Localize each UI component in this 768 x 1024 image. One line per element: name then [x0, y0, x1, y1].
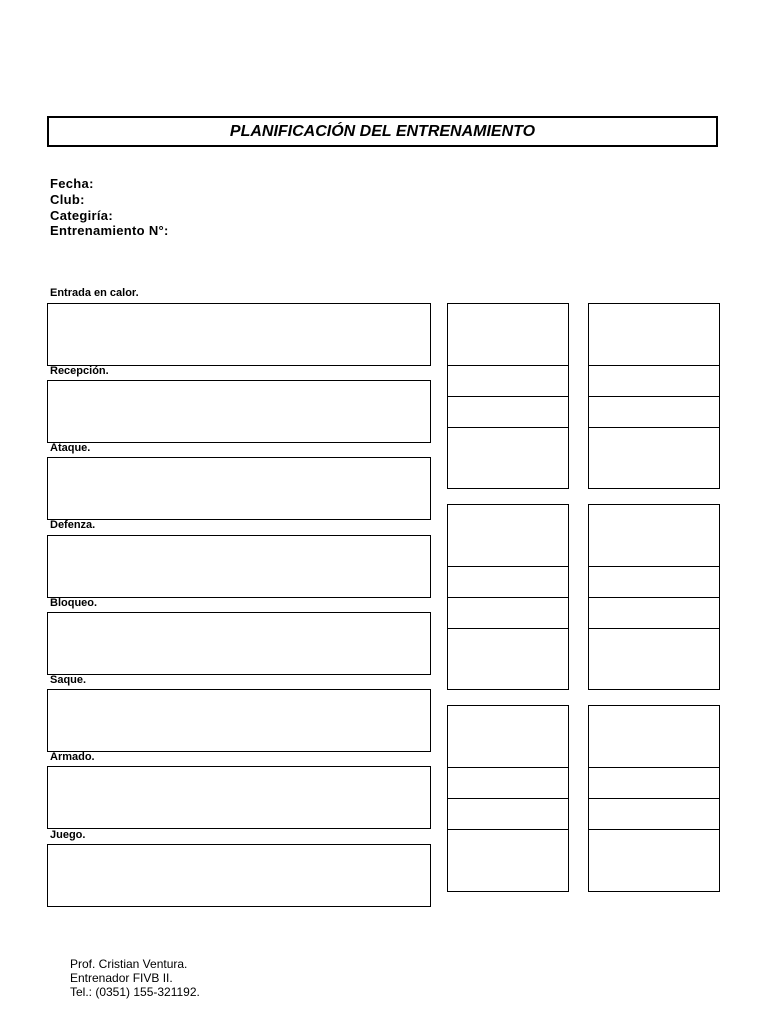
grid-cell[interactable] [588, 303, 720, 366]
grid-cell[interactable] [447, 396, 569, 428]
grid-cell[interactable] [447, 566, 569, 598]
section-box-entrada[interactable] [47, 303, 431, 366]
section-label-entrada: Entrada en calor. [50, 287, 139, 299]
footer-role: Entrenador FIVB II. [70, 971, 173, 985]
section-box-bloqueo[interactable] [47, 612, 431, 675]
section-box-ataque[interactable] [47, 457, 431, 520]
grid-cell[interactable] [588, 597, 720, 629]
grid-cell[interactable] [588, 396, 720, 428]
grid-cell[interactable] [447, 597, 569, 629]
grid-cell[interactable] [447, 798, 569, 830]
section-box-armado[interactable] [47, 766, 431, 829]
grid-cell[interactable] [588, 798, 720, 830]
grid-cell[interactable] [447, 365, 569, 397]
grid-cell[interactable] [588, 829, 720, 892]
section-label-bloqueo: Bloqueo. [50, 597, 98, 609]
grid-cell[interactable] [447, 829, 569, 892]
grid-cell[interactable] [588, 504, 720, 567]
grid-cell[interactable] [447, 628, 569, 690]
section-label-defenza: Defenza. [50, 519, 96, 531]
title-box [47, 116, 718, 147]
grid-cell[interactable] [447, 767, 569, 799]
grid-cell[interactable] [588, 566, 720, 598]
section-label-recepcion: Recepción. [50, 365, 109, 377]
grid-cell[interactable] [588, 365, 720, 397]
fecha-label: Fecha: [50, 176, 94, 191]
section-box-defenza[interactable] [47, 535, 431, 598]
footer-name: Prof. Cristian Ventura. [70, 957, 188, 971]
grid-cell[interactable] [447, 427, 569, 489]
club-label: Club: [50, 192, 85, 207]
categoria-label: Categiría: [50, 208, 113, 223]
section-label-juego: Juego. [50, 829, 86, 841]
section-box-recepcion[interactable] [47, 380, 431, 443]
entrenamiento-label: Entrenamiento N°: [50, 223, 169, 238]
grid-cell[interactable] [447, 303, 569, 366]
grid-cell[interactable] [588, 705, 720, 768]
grid-cell[interactable] [588, 628, 720, 690]
grid-cell[interactable] [447, 705, 569, 768]
grid-cell[interactable] [447, 504, 569, 567]
section-box-juego[interactable] [47, 844, 431, 907]
footer-phone: Tel.: (0351) 155-321192. [70, 985, 200, 999]
grid-cell[interactable] [588, 767, 720, 799]
section-box-saque[interactable] [47, 689, 431, 752]
grid-cell[interactable] [588, 427, 720, 489]
section-label-armado: Armado. [50, 751, 95, 763]
section-label-saque: Saque. [50, 674, 87, 686]
page-title: PLANIFICACIÓN DEL ENTRENAMIENTO [229, 122, 536, 140]
section-label-ataque: Ataque. [50, 442, 91, 454]
